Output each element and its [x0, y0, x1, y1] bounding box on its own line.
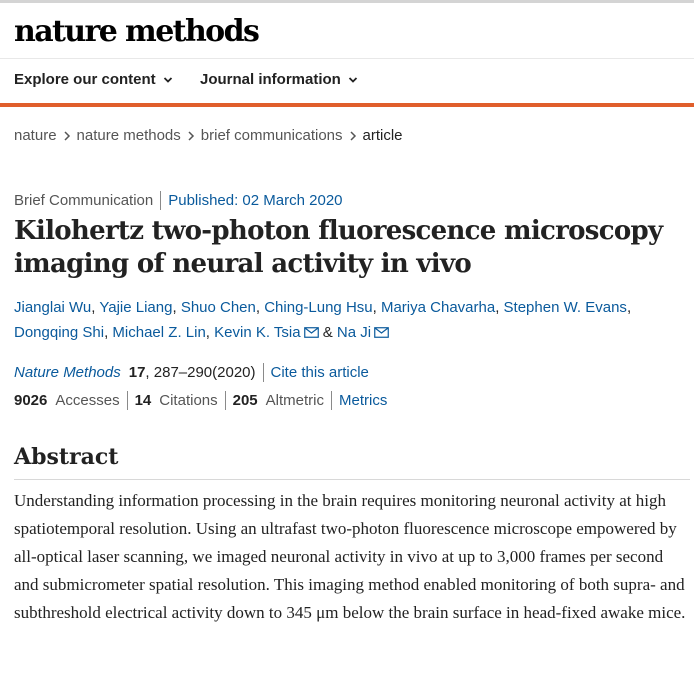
chevron-down-icon	[348, 75, 358, 85]
nav-explore-label: Explore our content	[14, 71, 156, 88]
divider	[225, 391, 226, 410]
citations-label: Citations	[159, 392, 218, 409]
site-header	[0, 3, 694, 59]
chevron-right-icon	[349, 130, 357, 142]
author-link[interactable]: Stephen W. Evans	[503, 299, 627, 316]
divider	[263, 363, 264, 382]
citation-line	[14, 363, 369, 382]
breadcrumb-brief-communications[interactable]: brief communications	[200, 127, 343, 144]
divider	[127, 391, 128, 410]
chevron-right-icon	[63, 130, 71, 142]
site-logo[interactable]: nature methods	[14, 14, 259, 49]
altmetric-label: Altmetric	[265, 392, 324, 409]
article-meta	[14, 191, 343, 210]
nav-journal-label: Journal information	[200, 71, 341, 88]
author-list: Jianglai Wu, Yajie Liang, Shuo Chen, Ching-Lung Hsu, Mariya Chavarha, Stephen W. Evans, Dongqing Shi, Michael Z. Lin, Kevin K. Tsia & Na Ji	[14, 299, 632, 341]
author-link[interactable]: Shuo Chen	[180, 299, 256, 316]
accent-bar	[0, 103, 694, 107]
volume: 17	[128, 364, 146, 381]
mail-icon[interactable]	[374, 327, 389, 338]
published-date[interactable]: Published: 02 March 2020	[168, 192, 343, 209]
nav-journal-information[interactable]	[200, 71, 358, 88]
year: (2020)	[212, 364, 256, 381]
main-nav	[0, 59, 694, 103]
divider	[331, 391, 332, 410]
article-type: Brief Communication	[14, 192, 154, 209]
author-link[interactable]: Mariya Chavarha	[380, 299, 496, 316]
author-link[interactable]: Ching-Lung Hsu	[264, 299, 373, 316]
article-title: Kilohertz two-photon fluorescence microscopy imaging of neural activity in vivo	[14, 216, 663, 279]
cite-article-link[interactable]: Cite this article	[270, 364, 369, 381]
divider	[160, 191, 161, 210]
citations-count: 14	[134, 392, 152, 409]
author-link[interactable]: Dongqing Shi	[14, 324, 105, 341]
breadcrumb-nature-methods[interactable]: nature methods	[76, 127, 181, 144]
author-link[interactable]: Jianglai Wu	[14, 299, 92, 316]
metrics-link[interactable]: Metrics	[339, 392, 388, 409]
altmetric-score: 205	[232, 392, 258, 409]
mail-icon[interactable]	[304, 327, 319, 338]
pages: , 287–290	[145, 364, 213, 381]
author-link[interactable]: Na Ji	[336, 324, 372, 341]
abstract-heading: Abstract	[14, 444, 119, 470]
breadcrumb-article: article	[362, 127, 403, 144]
accesses-count: 9026	[14, 392, 48, 409]
nav-explore-content[interactable]	[14, 71, 173, 88]
abstract-divider	[14, 479, 690, 480]
author-link[interactable]: Kevin K. Tsia	[214, 324, 301, 341]
abstract-text: Understanding information processing in the brain requires monitoring neuronal activity at high spatiotemporal resolution. Using an ultrafast two-photon fluorescence microscope empowered by all-optical laser scanning, we imaged neuronal activity in vivo at up to 3,000 frames per second and submicrometer spatial resolution. This imaging method enabled monitoring of both supra- and subthreshold electrical activity down to 345 μm below the brain surface in head-fixed awake mice.	[14, 491, 686, 622]
accesses-label: Accesses	[55, 392, 120, 409]
author-link[interactable]: Yajie Liang	[99, 299, 173, 316]
breadcrumb	[14, 127, 403, 144]
author-link[interactable]: Michael Z. Lin	[112, 324, 206, 341]
chevron-down-icon	[163, 75, 173, 85]
journal-link[interactable]: Nature Methods	[14, 364, 121, 381]
metrics-bar	[14, 391, 387, 410]
breadcrumb-nature[interactable]: nature	[14, 127, 57, 144]
chevron-right-icon	[187, 130, 195, 142]
